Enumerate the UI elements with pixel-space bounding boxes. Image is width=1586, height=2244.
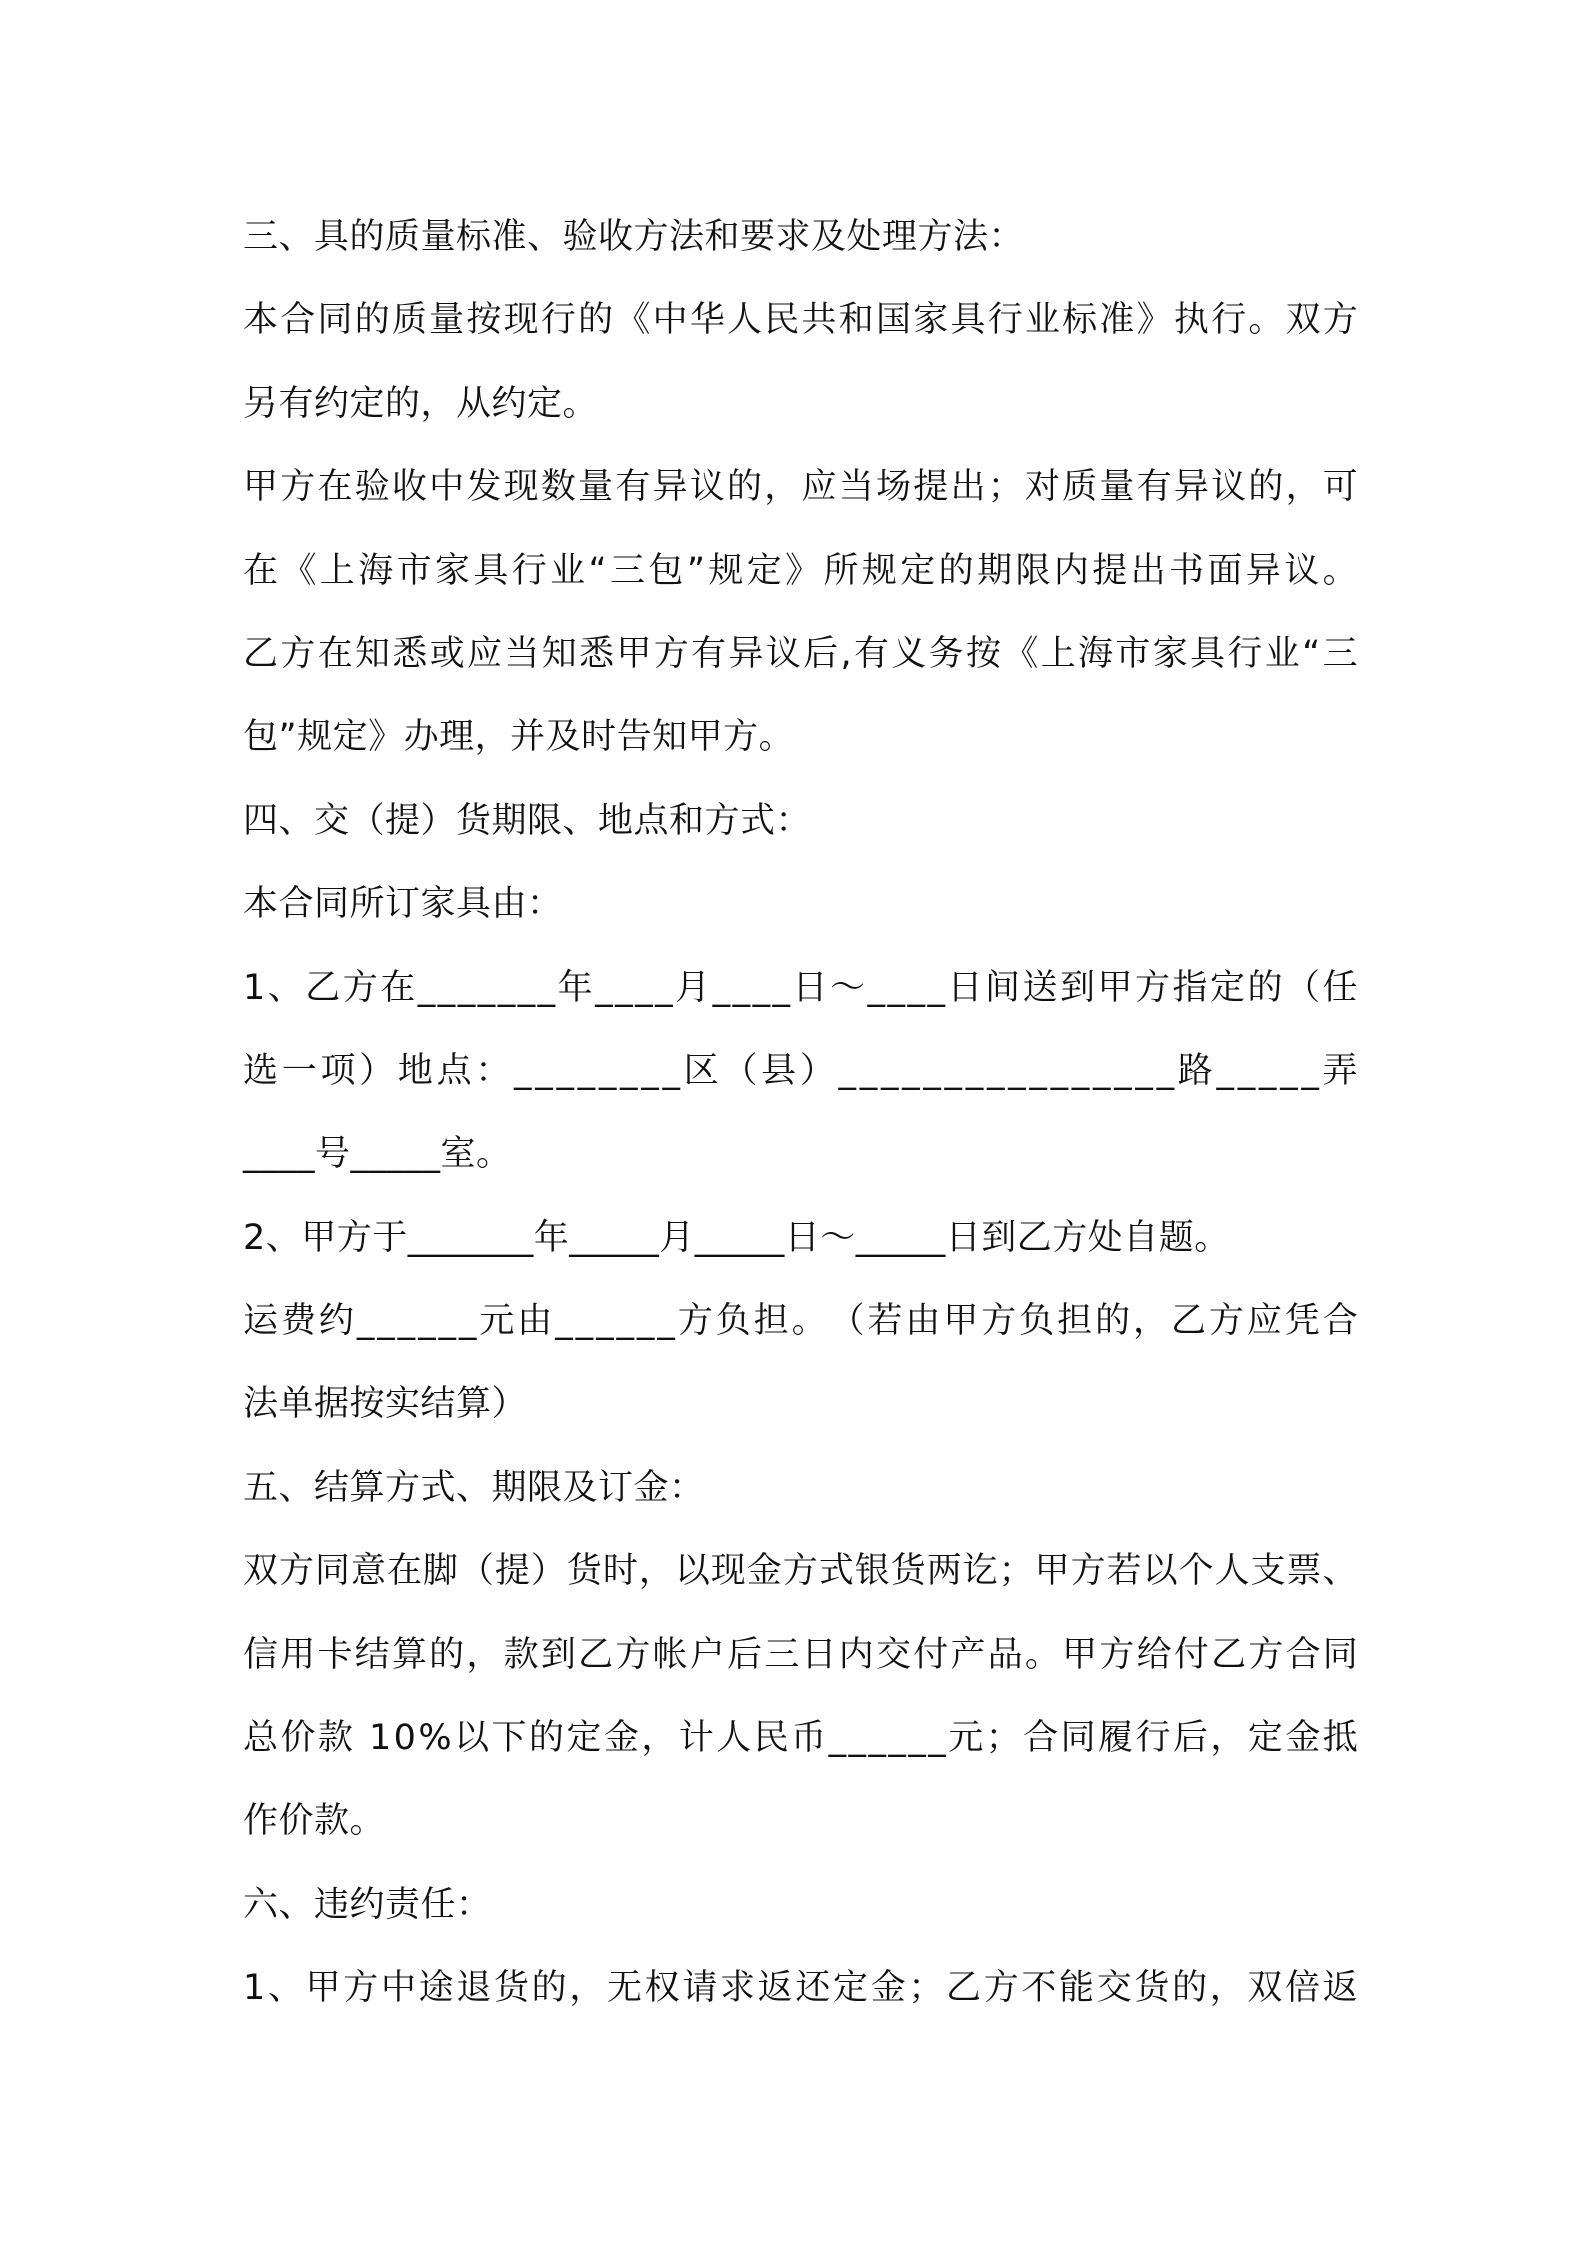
paragraph-line: 信 用 卡 结 算 的 ， 款 到 乙 方 帐 户 后 三 日 内 交 付 产 品 。 甲 方 给 付 乙 方 合 同: [243, 1634, 1358, 1675]
section-heading-settlement: 五、结算方式、期限及订金：: [243, 1467, 705, 1508]
document-body: [243, 196, 1358, 2031]
paragraph-line: 另有约定的，从约定。: [243, 383, 599, 424]
paragraph-line: 2、甲方于_______年_____月_____日～_____日到乙方处自题。: [243, 1217, 1230, 1258]
paragraph-line: 法单据按实结算）: [243, 1384, 528, 1425]
section-heading-quality: 三、具的质量标准、验收方法和要求及处理方法：: [243, 217, 1025, 257]
paragraph-line: 1 、 甲 方 中 途 退 货 的 ， 无 权 请 求 返 还 定 金 ； 乙 方 不 能 交 货 的 ， 双 倍 返: [243, 1968, 1358, 2009]
paragraph-line: 作价款。: [243, 1801, 386, 1842]
paragraph-line: 乙 方 在 知 悉 或 应 当 知 悉 甲 方 有 异 议 后 , 有 义 务 按 《 上 海 市 家 具 行 业 “ 三: [243, 633, 1358, 674]
paragraph-line: 包”规定》办理，并及时告知甲方。: [243, 717, 795, 758]
section-heading-delivery: 四、交（提）货期限、地点和方式：: [243, 800, 812, 841]
paragraph-line: 本 合 同 的 质 量 按 现 行 的 《 中 华 人 民 共 和 国 家 具 行 业 标 准 》 执 行 。 双 方: [243, 300, 1358, 341]
paragraph-line: 运 费 约 _ _ _ _ _ _ 元 由 _ _ _ _ _ _ 方 负 担 。 （ 若 由 甲 方 负 担 的 ， 乙 方 应 凭 合: [243, 1301, 1358, 1342]
section-heading-liability: 六、违约责任：: [243, 1884, 492, 1925]
paragraph-line: 双 方 同 意 在 脚 （ 提 ） 货 时 ， 以 现 金 方 式 银 货 两 讫 ； 甲 方 若 以 个 人 支 票 、: [243, 1551, 1358, 1592]
paragraph-line: 选 一 项 ） 地 点 ： _ _ _ _ _ _ _ _ 区 （ 县 ） _ _ _ _ _ _ _ _ _ _ _ _ _ _ _ _ 路 _ _ _ _ _ 弄: [243, 1050, 1358, 1091]
paragraph-line: 本合同所订家具由：: [243, 884, 563, 925]
paragraph-line: 总 价 款 1 0 % 以 下 的 定 金 ， 计 人 民 币 _ _ _ _ _ _ 元 ； 合 同 履 行 后 ， 定 金 抵: [243, 1718, 1358, 1759]
paragraph-line: 在 《 上 海 市 家 具 行 业 “ 三 包 ” 规 定 》 所 规 定 的 期 限 内 提 出 书 面 异 议 。: [243, 550, 1358, 591]
paragraph-line: 1 、 乙 方 在 _ _ _ _ _ _ _ 年 _ _ _ _ 月 _ _ _ _ 日 ～ _ _ _ _ 日 间 送 到 甲 方 指 定 的 （ 任: [243, 967, 1358, 1008]
paragraph-line: ____号_____室。: [243, 1134, 512, 1175]
paragraph-line: 甲 方 在 验 收 中 发 现 数 量 有 异 议 的 ， 应 当 场 提 出 ； 对 质 量 有 异 议 的 ， 可: [243, 467, 1358, 508]
